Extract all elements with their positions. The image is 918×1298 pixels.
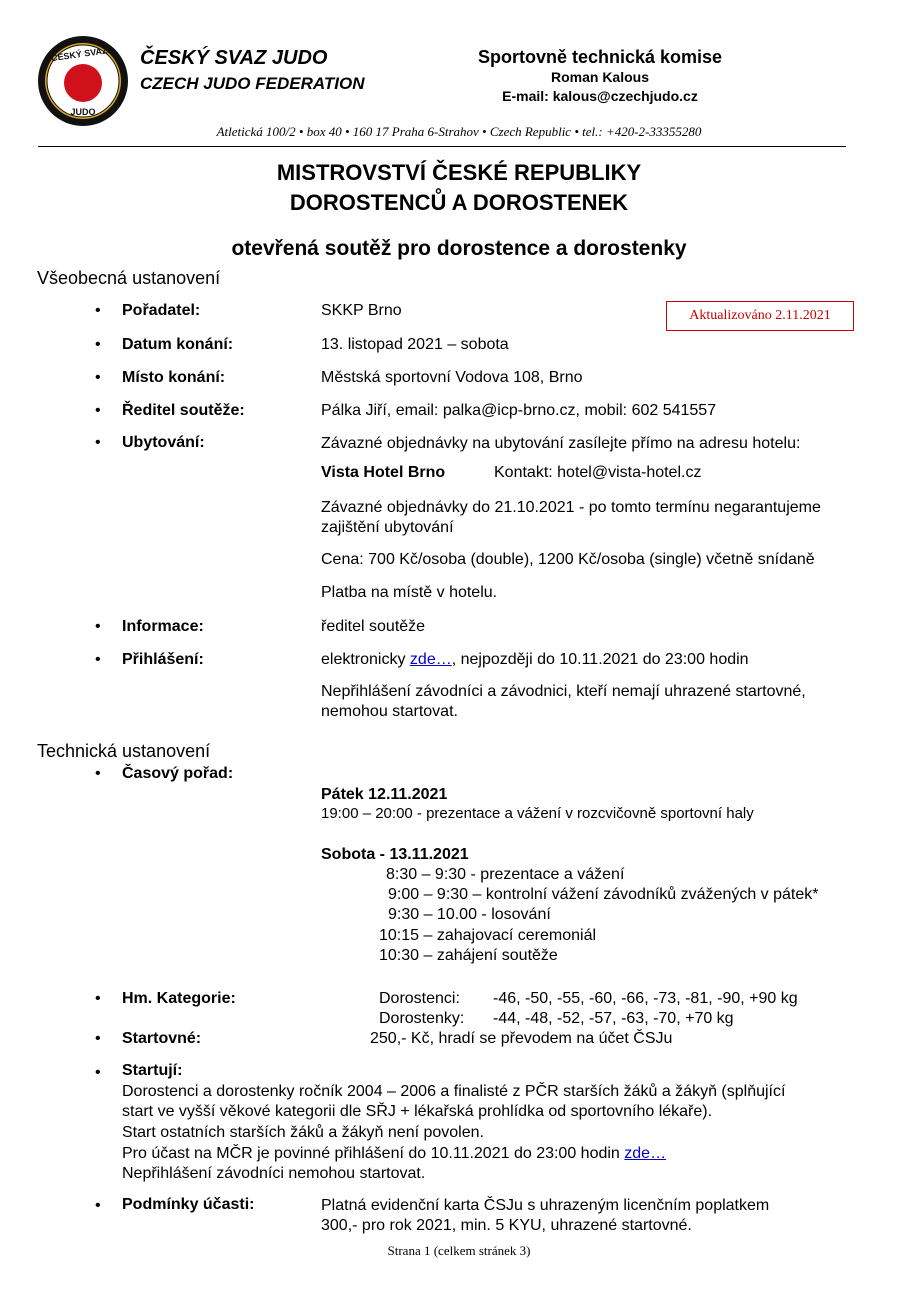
svg-text:JUDO: JUDO [70,107,96,117]
organizer-label: Pořadatel: [122,302,201,319]
conditions-label: Podmínky účasti: [122,1196,255,1213]
conditions-line2: 300,- pro rok 2021, min. 5 KYU, uhrazené startovné. [321,1217,692,1234]
registration-value [321,650,749,670]
bullet-icon: • [95,765,101,782]
eligibility-line3: Start ostatních starších žáků a žákyň není povolen. [122,1124,484,1141]
director-label: Ředitel soutěže: [122,402,245,419]
registration-note-2: nemohou startovat. [321,703,458,720]
registration-label: Přihlášení: [122,651,204,668]
schedule-day2-item: 10:15 – zahajovací ceremoniál [379,927,597,944]
organizer-value: SKKP Brno [321,302,402,319]
accommodation-label: Ubytování: [122,434,205,451]
date-value: 13. listopad 2021 – sobota [321,336,509,353]
accommodation-price: Cena: 700 Kč/osoba (double), 1200 Kč/osoba (single) včetně snídaně [321,551,815,568]
eligibility-line4-text: Pro účast na MČR je povinné přihlášení do 10.11.2021 do 23:00 hodin [122,1145,625,1162]
info-label: Informace: [122,618,204,635]
org-name-cz: ČESKÝ SVAZ JUDO [140,47,328,69]
info-value: ředitel soutěže [321,618,426,635]
bullet-icon: • [95,1030,101,1047]
bullet-icon: • [95,302,101,319]
girls-label: Dorostenky: [379,1010,465,1027]
page-footer: Strana 1 (celkem stránek 3) [387,1243,531,1258]
page-subtitle: otevřená soutěž pro dorostence a dorostenky [231,237,687,260]
schedule-day2-item: 8:30 – 9:30 - prezentace a vážení [386,866,625,883]
bullet-icon: • [95,434,101,451]
section-technical-heading: Technická ustanovení [37,741,211,761]
girls-categories: -44, -48, -52, -57, -63, -70, +70 kg [493,1010,734,1027]
eligibility-line4 [122,1144,666,1164]
schedule-day1-item: 19:00 – 20:00 - prezentace a vážení v rozcvičovně sportovní haly [321,805,754,822]
schedule-day2-title: Sobota - 13.11.2021 [321,846,469,863]
eligibility-link[interactable]: zde… [624,1145,667,1162]
commission-email[interactable]: E-mail: kalous@czechjudo.cz [502,88,698,104]
bullet-icon: • [95,651,101,668]
venue-label: Místo konání: [122,369,226,386]
header-divider [38,146,846,147]
accommodation-payment: Platba na místě v hotelu. [321,584,498,601]
venue-value: Městská sportovní Vodova 108, Brno [321,369,583,386]
updated-badge: Aktualizováno 2.11.2021 [666,301,854,331]
bullet-icon: • [95,336,101,353]
registration-note-1: Nepřihlášení závodníci a závodnici, kteří nemají uhrazené startovné, [321,683,806,700]
schedule-day2-item: 9:00 – 9:30 – kontrolní vážení závodníků zvážených v pátek* [388,886,819,903]
bullet-icon: • [95,1064,101,1081]
federation-address: Atletická 100/2 • box 40 • 160 17 Praha 6-Strahov • Czech Republic • tel.: +420-2-33355280 [216,124,702,139]
schedule-day2-item: 10:30 – zahájení soutěže [379,947,558,964]
eligibility-label: Startují: [122,1062,183,1079]
eligibility-line2: start ve vyšší věkové kategorii dle SŘJ + lékařská prohlídka od sportovního lékaře). [122,1103,713,1120]
commission-person: Roman Kalous [550,69,649,85]
conditions-line1: Platná evidenční karta ČSJu s uhrazeným licenčním poplatkem [321,1197,770,1214]
bullet-icon: • [95,990,101,1007]
org-name-en: CZECH JUDO FEDERATION [140,74,365,93]
hotel-name: Vista Hotel Brno [321,464,446,481]
schedule-day1-title: Pátek 12.11.2021 [321,786,448,803]
fee-value: 250,- Kč, hradí se převodem na účet ČSJu [370,1030,673,1047]
commission-block [440,46,760,106]
page-title-line2: DOROSTENCŮ A DOROSTENEK [289,190,629,215]
page-title-line1: MISTROVSTVÍ ČESKÉ REPUBLIKY [276,160,642,185]
director-value: Pálka Jiří, email: palka@icp-brno.cz, mobil: 602 541557 [321,402,717,419]
boys-categories: -46, -50, -55, -60, -66, -73, -81, -90, +90 kg [493,990,798,1007]
boys-label: Dorostenci: [379,990,460,1007]
federation-logo [37,35,129,127]
bullet-icon: • [95,402,101,419]
hotel-contact: Kontakt: hotel@vista-hotel.cz [494,464,702,481]
accommodation-deadline-1: Závazné objednávky do 21.10.2021 - po tomto termínu negarantujeme [321,499,821,516]
bullet-icon: • [95,1197,101,1214]
registration-link[interactable]: zde… [409,651,452,668]
eligibility-line1: Dorostenci a dorostenky ročník 2004 – 2006 a finalisté z PČR starších žáků a žákyň (splňující [122,1083,786,1100]
schedule-day2-item: 9:30 – 10.00 - losování [388,906,551,923]
svg-text:ČESKÝ SVAZ: ČESKÝ SVAZ [50,45,109,64]
fee-label: Startovné: [122,1030,202,1047]
accommodation-deadline-2: zajištění ubytování [321,519,454,536]
date-label: Datum konání: [122,336,234,353]
bullet-icon: • [95,369,101,386]
eligibility-line5: Nepřihlášení závodníci nemohou startovat. [122,1165,426,1182]
commission-name: Sportovně technická komise [477,47,723,67]
registration-prefix: elektronicky [321,651,410,668]
weight-categories-label: Hm. Kategorie: [122,990,236,1007]
accommodation-line1: Závazné objednávky na ubytování zasílejte přímo na adresu hotelu: [321,435,801,452]
registration-suffix: , nejpozději do 10.11.2021 do 23:00 hodin [451,651,749,668]
section-general-heading: Všeobecná ustanovení [37,268,221,288]
bullet-icon: • [95,618,101,635]
schedule-label: Časový pořad: [122,765,234,782]
